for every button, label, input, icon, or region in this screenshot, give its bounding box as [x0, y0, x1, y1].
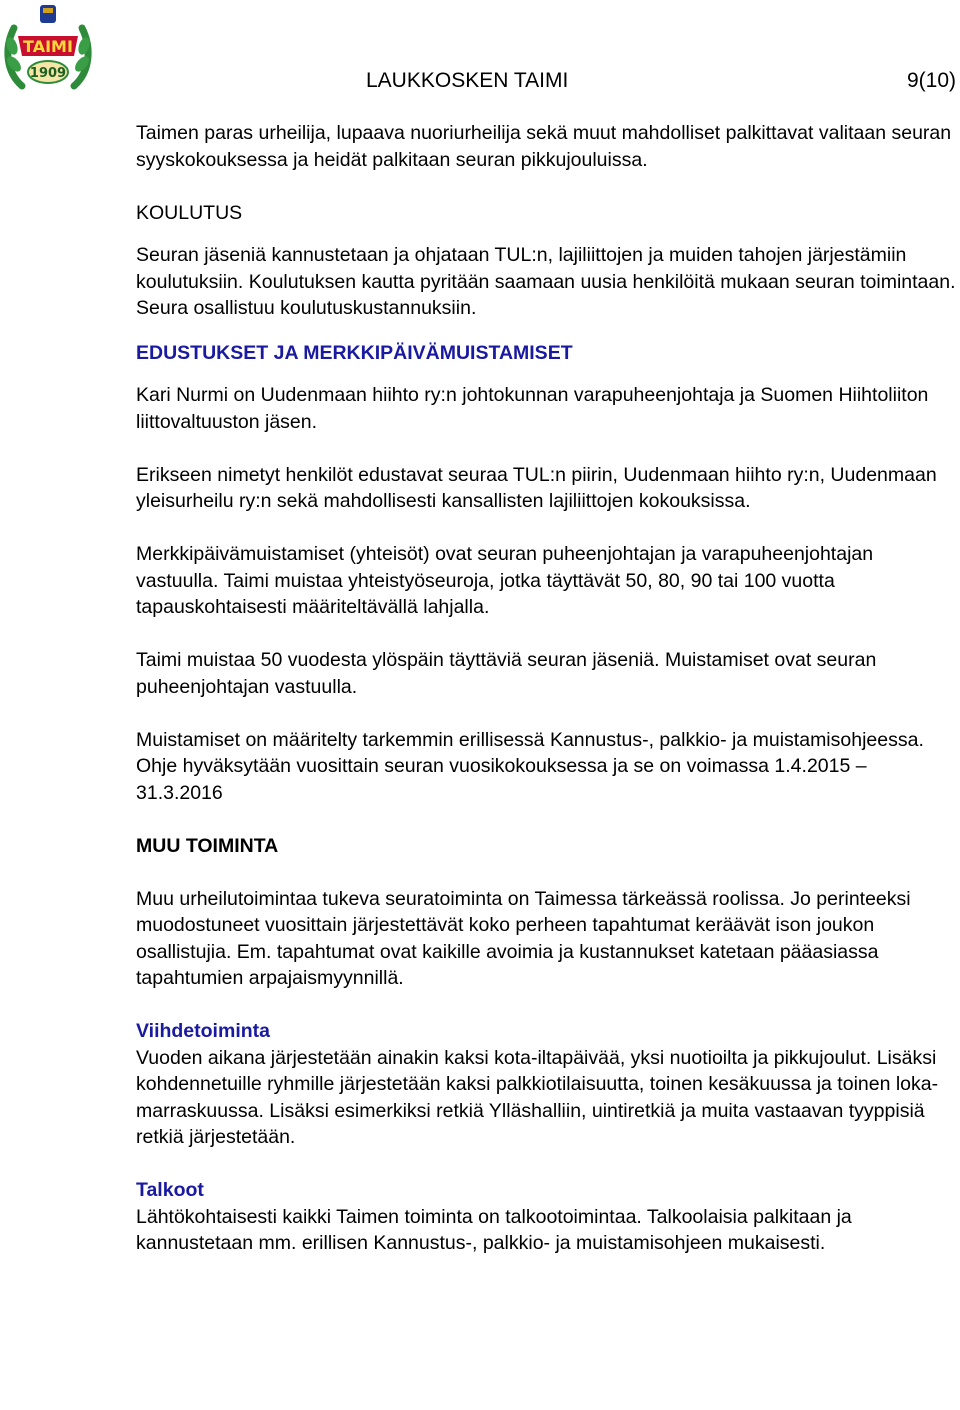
heading-koulutus: KOULUTUS	[136, 201, 243, 224]
page-number: 9(10)	[906, 69, 956, 92]
edustukset-3-sentence-2: Taimi muistaa yhteistyöseuroja, jotka täyttävät 50, 80, 90 tai 100 vuotta tapauskohtaisesti määriteltävällä lahjalla.	[136, 569, 835, 618]
edustukset-paragraph-1: Kari Nurmi on Uudenmaan hiihto ry:n johtokunnan varapuheenjohtaja ja Suomen Hiihtoliiton liittovaltuuston jäsen.	[136, 384, 929, 433]
talkoot-paragraph: Lähtökohtaisesti kaikki Taimen toiminta on talkootoimintaa. Talkoolaisia palkitaan ja kannustetaan mm. erillisen Kannustus-, palkkio- ja muistamisohjeen mukaisesti.	[136, 1205, 852, 1254]
heading-edustukset: EDUSTUKSET JA MERKKIPÄIVÄMUISTAMISET	[136, 341, 573, 364]
edustukset-paragraph-4: Taimi muistaa 50 vuodesta ylöspäin täyttäviä seuran jäseniä. Muistamiset ovat seuran puheenjohtajan vastuulla.	[136, 649, 877, 698]
heading-viihdetoiminta: Viihdetoiminta	[136, 1020, 270, 1042]
koulutus-sentence-1: Seuran jäseniä kannustetaan ja ohjataan TUL:n, lajiliittojen ja muiden tahojen järjestämiin koulutuksiin.	[136, 244, 907, 293]
taimi-emblem	[2, 2, 94, 94]
document-title: LAUKKOSKEN TAIMI	[366, 69, 569, 92]
document-body	[136, 120, 958, 1257]
koulutus-paragraph	[136, 242, 958, 322]
taimi-logo	[2, 2, 94, 94]
heading-muu-toiminta: MUU TOIMINTA	[136, 834, 279, 857]
edustukset-paragraph-5	[136, 727, 958, 807]
edustukset-5-sentence-2: Ohje hyväksytään vuosittain seuran vuosikokouksessa ja se on voimassa 1.4.2015 – 31.3.2016	[136, 755, 867, 804]
edustukset-paragraph-3	[136, 541, 958, 621]
muu-toiminta-paragraph: Muu urheilutoimintaa tukeva seuratoiminta on Taimessa tärkeässä roolissa. Jo perinteeksi muodostuneet vuosittain järjestettävät koko perheen tapahtumat keräävät ison joukon osallistujia. Em. tapahtumat ovat kaikille avoimia ja kustannukset katetaan pääasiassa tapahtumien arpajaismyynnillä.	[136, 887, 911, 989]
edustukset-3-sentence-1: Merkkipäivämuistamiset (yhteisöt) ovat seuran puheenjohtajan ja varapuheenjohtajan vastuulla.	[136, 543, 874, 592]
intro-paragraph: Taimen paras urheilija, lupaava nuoriurheilija sekä muut mahdolliset palkittavat valitaan seuran syyskokouksessa ja heidät palkitaan seuran pikkujouluissa.	[136, 122, 952, 171]
heading-talkoot: Talkoot	[136, 1179, 204, 1201]
viihdetoiminta-paragraph: Vuoden aikana järjestetään ainakin kaksi kota-iltapäivää, yksi nuotioilta ja pikkujoulut. Lisäksi kohdennetuille ryhmille järjestetään kaksi palkkiotilaisuutta, toinen kesäkuussa ja toinen loka-marraskuussa. Lisäksi esimerkiksi retkiä Ylläshalliin, uintiretkiä ja muita vastaavan tyyppisiä retkiä järjestetään.	[136, 1046, 939, 1148]
svg-text:1909: 1909	[29, 66, 67, 81]
koulutus-sentence-2: Koulutuksen kautta pyritään saamaan uusia henkilöitä mukaan seuran toimintaan.	[248, 270, 956, 293]
edustukset-paragraph-2: Erikseen nimetyt henkilöt edustavat seuraa TUL:n piirin, Uudenmaan hiihto ry:n, Uudenmaan yleisurheilu ry:n sekä mahdollisesti kansallisten lajiliittojen kokouksissa.	[136, 463, 937, 512]
koulutus-sentence-3: Seura osallistuu koulutuskustannuksiin.	[136, 297, 477, 319]
svg-text:TAIMI: TAIMI	[23, 37, 73, 56]
edustukset-5-sentence-1: Muistamiset on määritelty tarkemmin erillisessä Kannustus-, palkkio- ja muistamisohjeessa.	[136, 728, 924, 751]
